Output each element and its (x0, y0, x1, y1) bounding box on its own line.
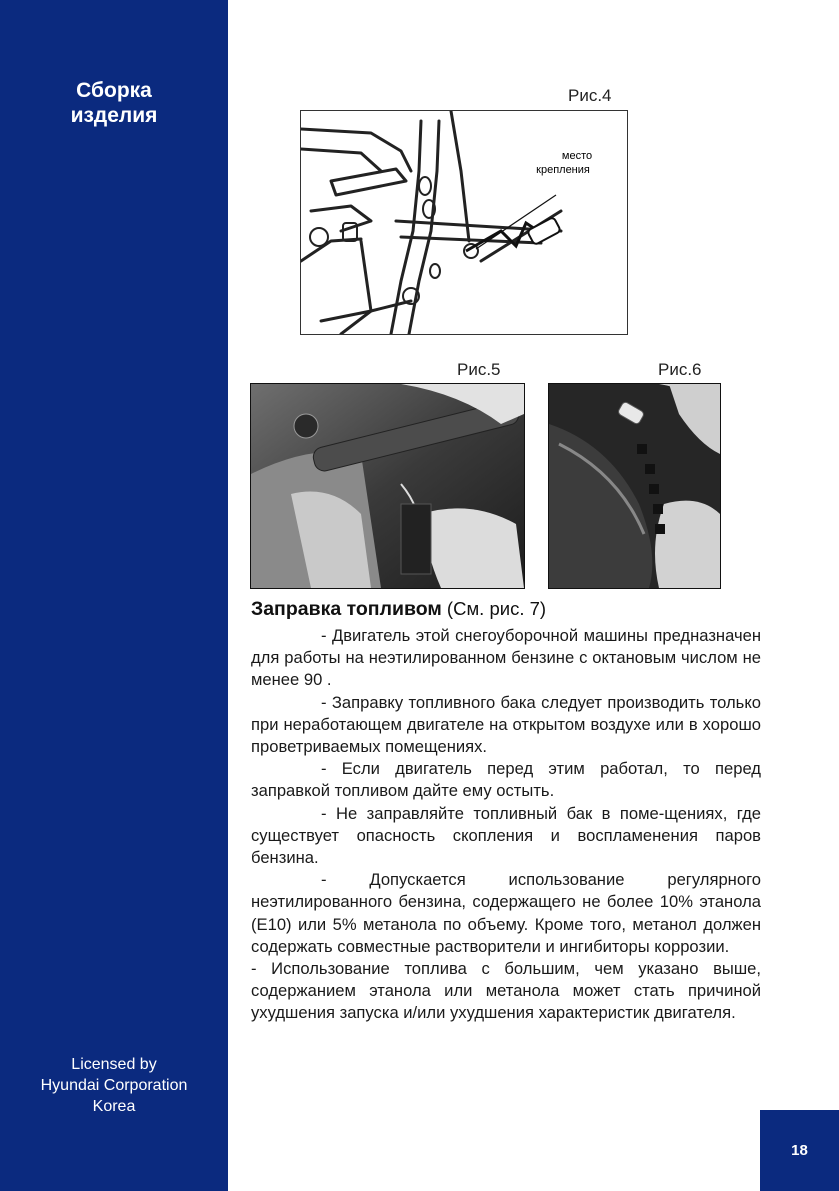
paragraph-3: - Если двигатель перед этим работал, то перед заправкой топливом дайте ему остыть. (251, 759, 761, 801)
sidebar (0, 0, 228, 1191)
figure-4 (300, 110, 628, 335)
figure-5-photo (250, 383, 525, 589)
fig5-caption: Рис.5 (457, 360, 501, 379)
figure-6-image (549, 384, 720, 588)
figure-4-drawing (301, 111, 627, 334)
page-number: 18 (760, 1110, 839, 1191)
section-title-line2: изделия (70, 104, 158, 127)
license-line2: Hyundai Corporation (40, 1077, 188, 1094)
paragraph-2: - Заправку топливного бака следует производить только при неработающем двигателе на открытом воздухе или в хорошо проветриваемых помещениях. (251, 692, 761, 757)
paragraph-1: - Двигатель этой снегоуборочной машины предназначен для работы на неэтилированном бензине с октановым числом не менее 90 . (251, 626, 761, 690)
heading-reference: (См. рис. 7) (446, 598, 547, 619)
paragraph-5: - Допускается использование регулярного неэтилированного бензина, содержащего не более 10% этанола (E10) или 5% метанола по объему. Кроме того, метанол должен содержать совместные растворители и ингибиторы коррозии. (251, 870, 761, 956)
fig4-label-line2: крепления (536, 164, 590, 176)
section-heading (251, 598, 546, 621)
license-line3: Korea (92, 1098, 136, 1115)
figure-6-photo (548, 383, 721, 589)
heading-title: Заправка топливом (251, 598, 442, 620)
paragraph-4: - Не заправляйте топливный бак в поме-щениях, где существует опасность скопления и воспламенения паров бензина. (251, 803, 761, 868)
license-note (0, 1054, 228, 1117)
paragraph-6: - Использование топлива с большим, чем указано выше, содержанием этанола или метанола может стать причиной ухудшения запуска и/или ухудшения характеристик двигателя. (251, 959, 761, 1023)
body-text (251, 625, 761, 1025)
fig4-label-line1: место (561, 150, 593, 162)
fig6-caption: Рис.6 (658, 360, 702, 379)
section-title (0, 78, 228, 128)
license-line1: Licensed by (71, 1056, 157, 1073)
section-title-line1: Сборка (76, 79, 152, 102)
fig4-caption: Рис.4 (568, 86, 612, 105)
figure-5-image (251, 384, 524, 588)
